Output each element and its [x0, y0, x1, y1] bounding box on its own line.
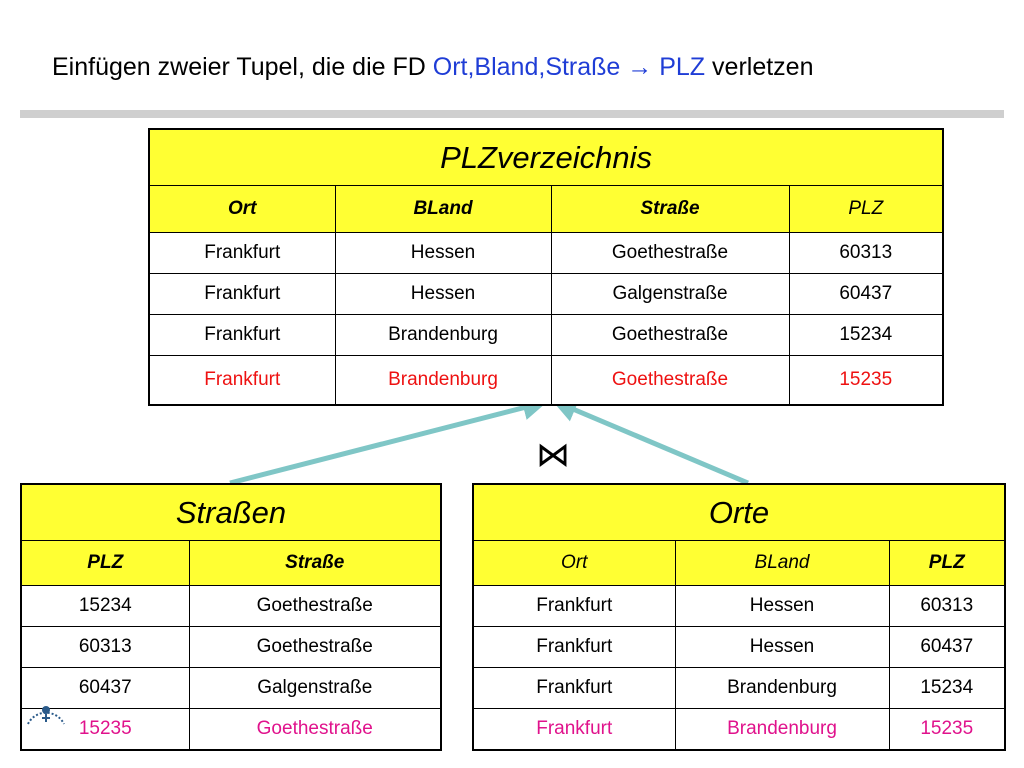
arrow-from-strassen [230, 404, 538, 483]
column-header: BLand [675, 541, 889, 586]
column-header: BLand [335, 186, 551, 233]
title-suffix: verletzen [705, 53, 814, 81]
table-cell: 15235 [21, 709, 189, 751]
table-cell: 60313 [21, 627, 189, 668]
table-row [473, 668, 1005, 709]
table-row [21, 586, 441, 627]
table-cell: 60437 [21, 668, 189, 709]
table-cell: Brandenburg [335, 356, 551, 406]
strassen-table [20, 483, 442, 751]
inserted-row [473, 709, 1005, 751]
table-cell: Goethestraße [551, 233, 789, 274]
table-name: Orte [473, 484, 1005, 541]
table-cell: Galgenstraße [189, 668, 441, 709]
table-cell: Frankfurt [473, 627, 675, 668]
table-cell: 15234 [789, 315, 943, 356]
table-cell: 60437 [889, 627, 1005, 668]
orte-table [472, 483, 1006, 751]
table-cell: Goethestraße [551, 315, 789, 356]
table-cell: Brandenburg [675, 668, 889, 709]
table-row [473, 586, 1005, 627]
table-row [21, 668, 441, 709]
table-cell: 60437 [789, 274, 943, 315]
table-cell: Frankfurt [149, 274, 335, 315]
table-cell: 15235 [789, 356, 943, 406]
table-cell: Galgenstraße [551, 274, 789, 315]
table-row [149, 233, 943, 274]
table-cell: Hessen [675, 627, 889, 668]
table-row [149, 274, 943, 315]
table-cell: Frankfurt [149, 356, 335, 406]
column-header: PLZ [21, 541, 189, 586]
table-cell: 15234 [889, 668, 1005, 709]
column-header: Ort [473, 541, 675, 586]
title-prefix: Einfügen zweier Tupel, die die FD [52, 53, 433, 81]
table-cell: Goethestraße [551, 356, 789, 406]
table-cell: 60313 [889, 586, 1005, 627]
column-header: Ort [149, 186, 335, 233]
table-row [21, 627, 441, 668]
table-cell: Goethestraße [189, 709, 441, 751]
title-fd: Ort,Bland,Straße → PLZ [432, 53, 706, 81]
table-cell: Frankfurt [149, 233, 335, 274]
table-cell: Frankfurt [473, 586, 675, 627]
inserted-row [21, 709, 441, 751]
column-header: Straße [189, 541, 441, 586]
university-seal-icon [22, 690, 70, 730]
table-cell: 15234 [21, 586, 189, 627]
table-cell: Brandenburg [675, 709, 889, 751]
plzverzeichnis-table [148, 128, 944, 406]
table-cell: Hessen [335, 274, 551, 315]
table-cell: Hessen [335, 233, 551, 274]
table-cell: Frankfurt [473, 709, 675, 751]
table-cell: Brandenburg [335, 315, 551, 356]
column-header: Straße [551, 186, 789, 233]
table-row [473, 627, 1005, 668]
column-header: PLZ [789, 186, 943, 233]
table-cell: 60313 [789, 233, 943, 274]
table-cell: Goethestraße [189, 586, 441, 627]
table-cell: 15235 [889, 709, 1005, 751]
arrow-from-orte [561, 404, 748, 483]
table-name: PLZverzeichnis [149, 129, 943, 186]
table-cell: Hessen [675, 586, 889, 627]
inserted-row [149, 356, 943, 406]
table-cell: Goethestraße [189, 627, 441, 668]
column-header: PLZ [889, 541, 1005, 586]
table-row [149, 315, 943, 356]
table-cell: Frankfurt [473, 668, 675, 709]
table-name: Straßen [21, 484, 441, 541]
natural-join-symbol: ⋈ [536, 435, 570, 475]
table-cell: Frankfurt [149, 315, 335, 356]
